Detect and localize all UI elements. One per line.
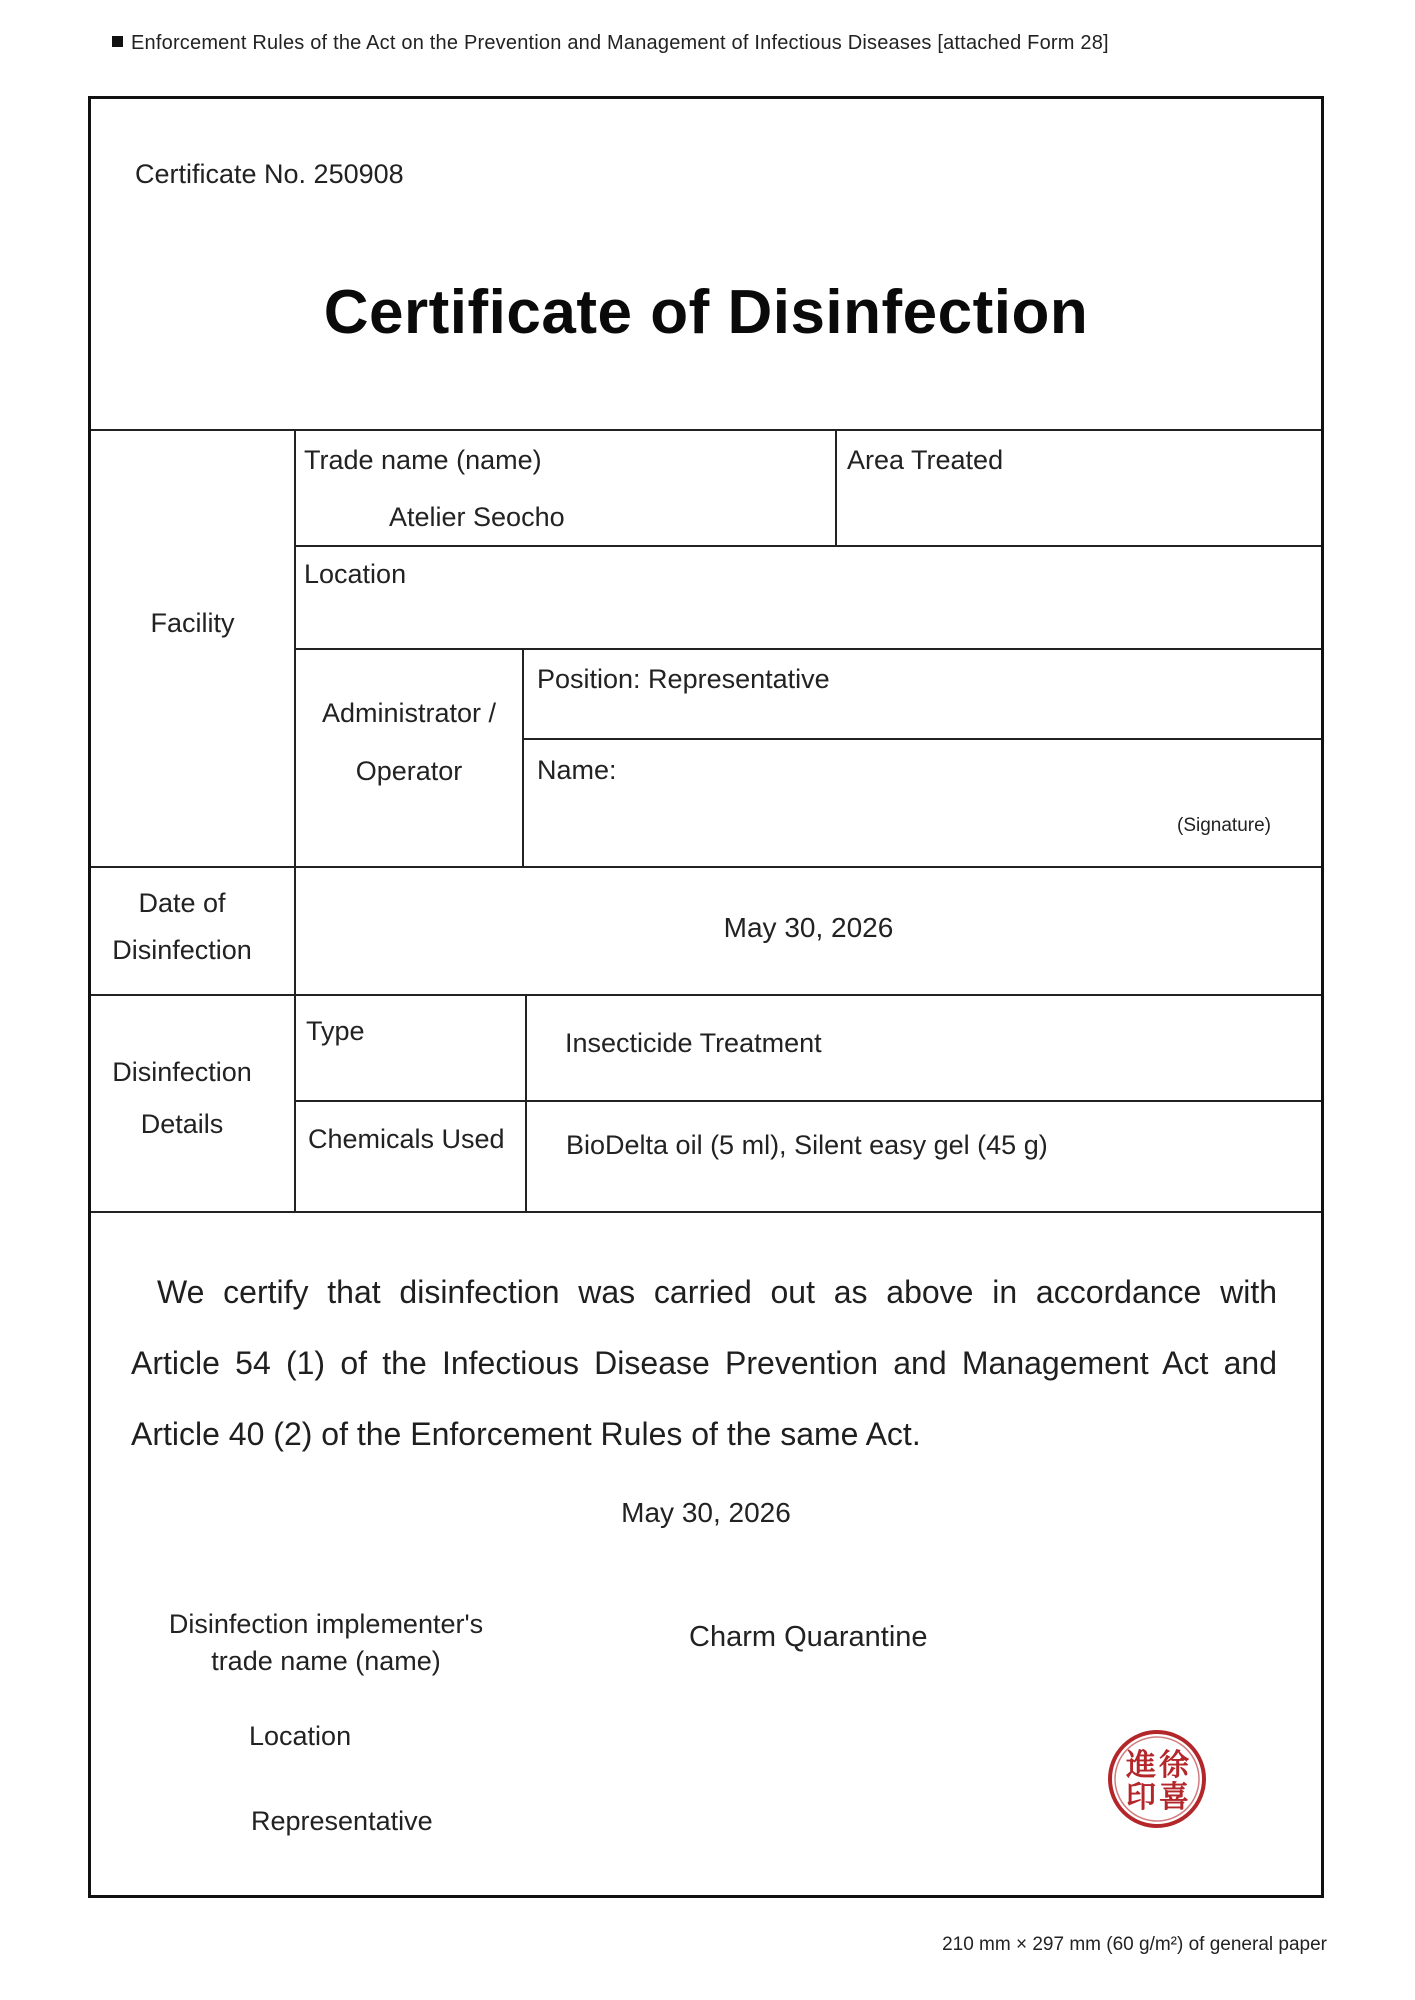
disinfection-details-label-2: Details (140, 1109, 224, 1139)
signature-label: (Signature) (1177, 815, 1271, 836)
trade-name-label: Trade name (name) (304, 445, 542, 475)
svg-text:徐: 徐 (1159, 1748, 1189, 1783)
divider-position-name (522, 738, 1321, 740)
date-of-label: Date of (138, 888, 226, 918)
statement-line-3: Article 40 (2) of the Enforcement Rules of the same Act. (131, 1416, 921, 1452)
operator-label: Operator (355, 756, 463, 786)
name-label: Name: (537, 755, 617, 785)
certificate-number: Certificate No. 250908 (135, 159, 404, 189)
type-label: Type (306, 1016, 365, 1046)
certification-statement (131, 1257, 1277, 1470)
trade-name-value: Atelier Seocho (389, 502, 565, 532)
area-treated-label: Area Treated (847, 445, 1004, 475)
disinfection-details-label-1: Disinfection (112, 1057, 252, 1087)
table-top-border (91, 429, 1321, 431)
type-value: Insecticide Treatment (565, 1028, 822, 1058)
divider-label-column (294, 429, 296, 1213)
statement-date: May 30, 2026 (621, 1497, 791, 1528)
implementer-trade-name-label-line-2: trade name (name) (211, 1646, 441, 1676)
position-label: Position: Representative (537, 664, 830, 694)
divider-trade-location (294, 545, 1321, 547)
disinfection-date-label: Disinfection (112, 935, 252, 965)
implementer-trade-name-label-line-1: Disinfection implementer's (168, 1609, 484, 1639)
certificate-title: Certificate of Disinfection (323, 278, 1089, 347)
implementer-trade-name-value: Charm Quarantine (689, 1621, 928, 1653)
divider-trade-area (835, 429, 837, 546)
divider-facility-date (91, 866, 1321, 868)
facility-label: Facility (150, 608, 235, 638)
implementer-representative-label: Representative (251, 1806, 433, 1836)
form-reference-header (112, 32, 1109, 55)
bullet-square-icon (112, 36, 123, 47)
svg-text:印: 印 (1126, 1780, 1156, 1815)
certificate-frame (88, 96, 1324, 1898)
svg-text:進: 進 (1126, 1748, 1156, 1783)
table-bottom-border (91, 1211, 1321, 1213)
divider-type-chemicals (294, 1100, 1321, 1102)
implementer-trade-name-label (161, 1606, 491, 1680)
implementer-location-label: Location (249, 1721, 352, 1751)
date-of-disinfection-value: May 30, 2026 (723, 912, 894, 943)
svg-text:喜: 喜 (1159, 1780, 1189, 1815)
statement-line-1: We certify that disinfection was carried out as above in accordance with (157, 1274, 1277, 1310)
statement-line-2: Article 54 (1) of the Infectious Disease Prevention and Management Act and (131, 1345, 1277, 1381)
chemicals-used-value: BioDelta oil (5 ml), Silent easy gel (45 g) (566, 1130, 1048, 1160)
administrator-label: Administrator / (321, 698, 497, 728)
form-reference-text: Enforcement Rules of the Act on the Prevention and Management of Infectious Diseases [attached Form 28] (131, 32, 1109, 54)
paper-spec-footer: 210 mm × 297 mm (60 g/m²) of general paper (942, 1934, 1327, 1955)
chemicals-used-label: Chemicals Used (308, 1124, 505, 1154)
official-seal-stamp (1105, 1727, 1209, 1836)
divider-admin-column (522, 648, 524, 867)
divider-details-column (525, 994, 527, 1213)
divider-location-admin (294, 648, 1321, 650)
location-label: Location (304, 559, 407, 589)
divider-date-details (91, 994, 1321, 996)
